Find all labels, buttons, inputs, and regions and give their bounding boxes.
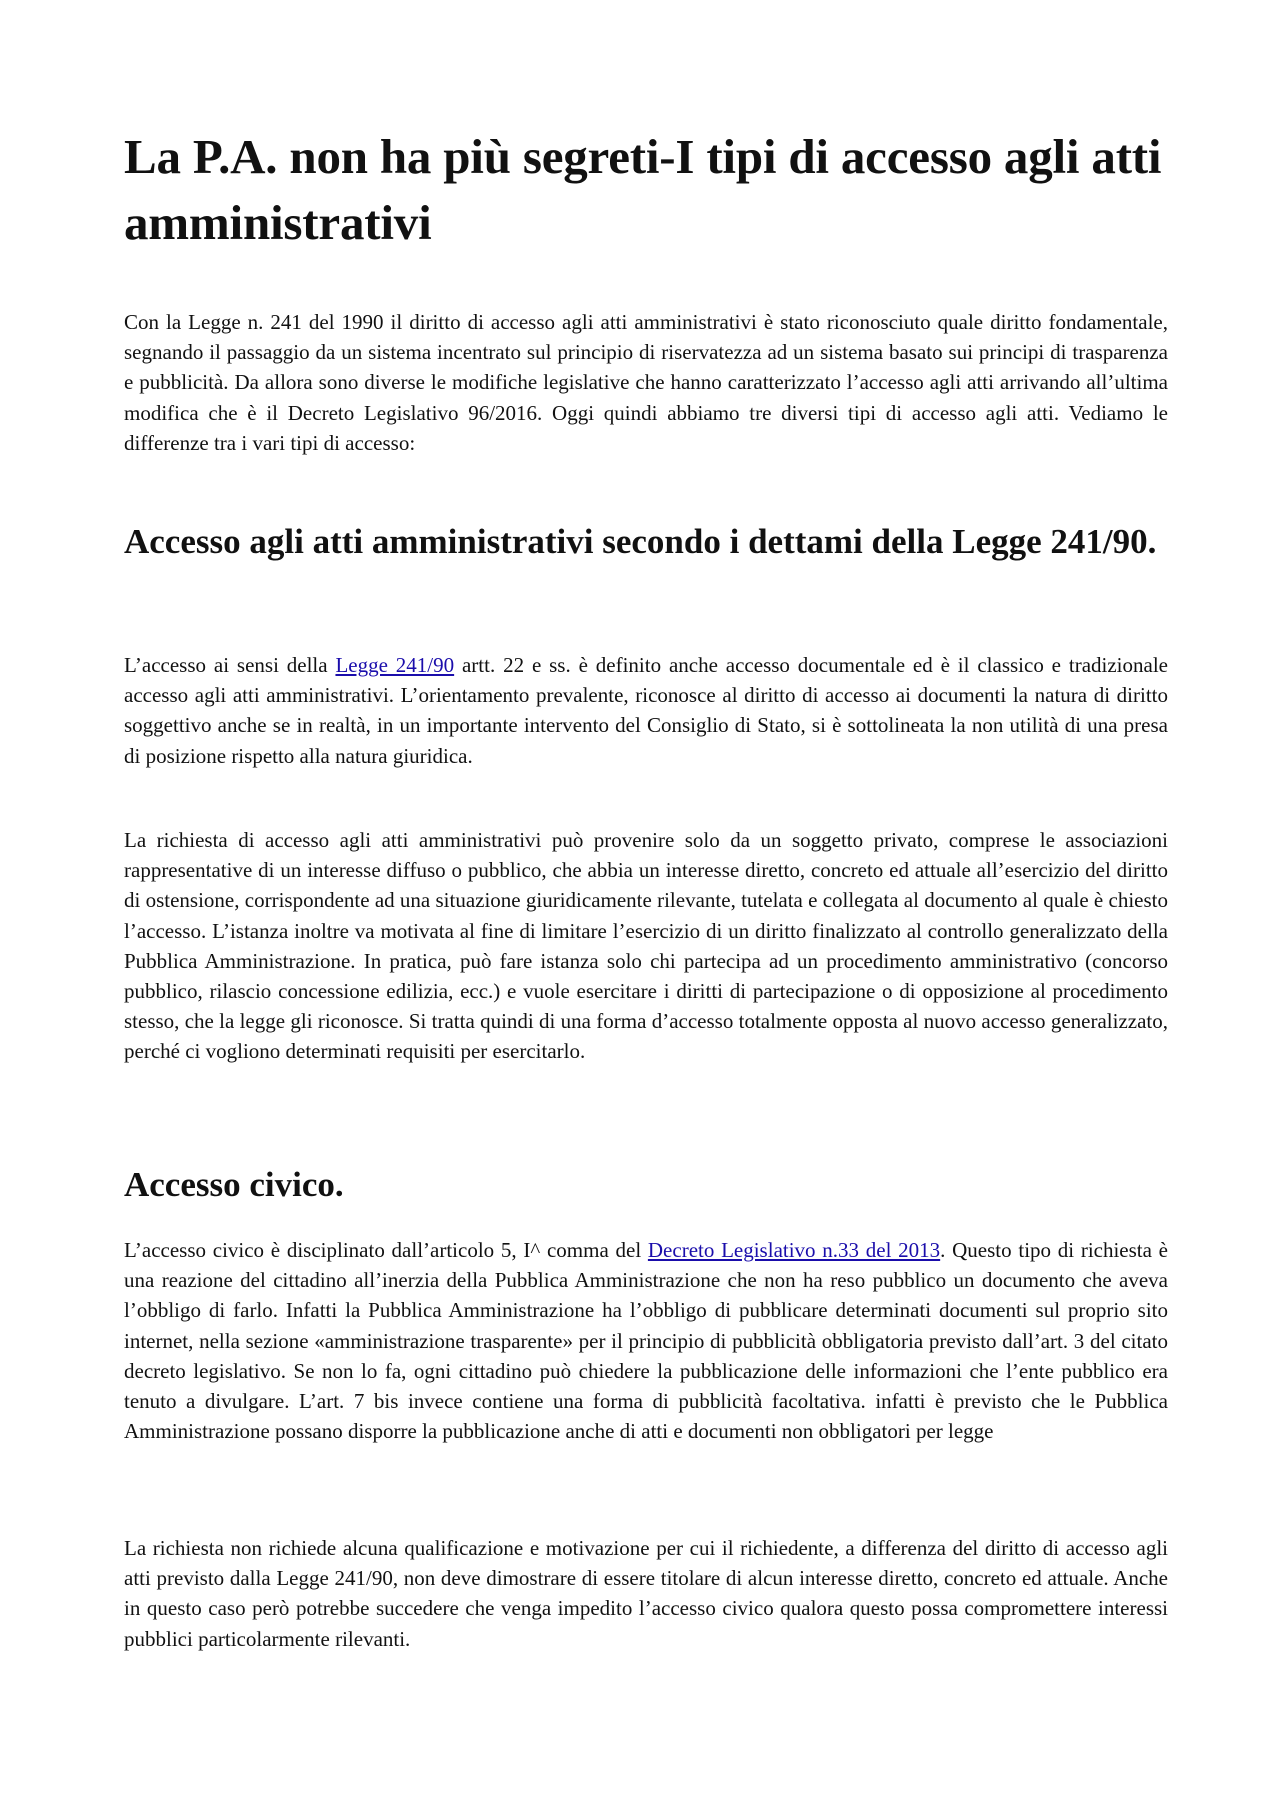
document-title: La P.A. non ha più segreti-I tipi di accesso agli atti amministrativi [124, 129, 1162, 250]
text-fragment: L’accesso civico è disciplinato dall’articolo 5, I^ comma del [124, 1238, 648, 1262]
section-1-heading: Accesso agli atti amministrativi secondo i dettami della Legge 241/90. [124, 522, 1157, 561]
text-fragment: L’accesso ai sensi della [124, 653, 336, 677]
text-fragment: artt. 22 e ss. è definito anche accesso documentale ed è il classico e tradizionale accesso agli atti amministrativi. L’orientamento prevalente, riconosce al diritto di accesso ai documenti la natura di diritto soggettivo anche se in realtà, in un importante intervento del Consiglio di Stato, si è sottolineata la non utilità di una presa di posizione rispetto alla natura giuridica. [124, 653, 1168, 768]
intro-paragraph: Con la Legge n. 241 del 1990 il diritto di accesso agli atti amministrativi è stato riconosciuto quale diritto fondamentale, segnando il passaggio da un sistema incentrato sul principio di riservatezza ad un sistema basato sui principi di trasparenza e pubblicità. Da allora sono diverse le modifiche legislative che hanno caratterizzato l’accesso agli atti arrivando all’ultima modifica che è il Decreto Legislativo 96/2016. Oggi quindi abbiamo tre diversi tipi di accesso agli atti. Vediamo le differenze tra i vari tipi di accesso: [124, 310, 1168, 455]
section-1-paragraph-1 [124, 650, 1168, 771]
text-fragment: . Questo tipo di richiesta è una reazione del cittadino all’inerzia della Pubblica Amministrazione che non ha reso pubblico un documento che aveva l’obbligo di farlo. Infatti la Pubblica Amministrazione ha l’obbligo di pubblicare determinati documenti sul proprio sito internet, nella sezione «amministrazione trasparente» per il principio di pubblicità obbligatoria previsto dall’art. 3 del citato decreto legislativo. Se non lo fa, ogni cittadino può chiedere la pubblicazione delle informazioni che l’ente pubblico era tenuto a divulgare. L’art. 7 bis invece contiene una forma di pubblicità facoltativa. infatti è previsto che le Pubblica Amministrazione possano disporre la pubblicazione anche di atti e documenti non obbligatori per legge [124, 1238, 1169, 1444]
section-2-paragraph-1 [124, 1235, 1168, 1446]
legge-241-90-link[interactable]: Legge 241/90 [335, 653, 455, 677]
section-2-heading: Accesso civico. [124, 1165, 344, 1204]
section-1-paragraph-2: La richiesta di accesso agli atti amministrativi può provenire solo da un soggetto privato, comprese le associazioni rappresentative di un interesse diffuso o pubblico, che abbia un interesse diretto, concreto ed attuale all’esercizio del diritto di ostensione, corrispondente ad una situazione giuridicamente rilevante, tutelata e collegata al documento al quale è chiesto l’accesso. L’istanza inoltre va motivata al fine di limitare l’esercizio di un diritto finalizzato al controllo generalizzato della Pubblica Amministrazione. In pratica, può fare istanza solo chi partecipa ad un procedimento amministrativo (concorso pubblico, rilascio concessione edilizia, ecc.) e vuole esercitare i diritti di partecipazione o di opposizione al procedimento stesso, che la legge gli riconosce. Si tratta quindi di una forma d’accesso totalmente opposta al nuovo accesso generalizzato, perché ci vogliono determinati requisiti per esercitarlo. [124, 828, 1168, 1064]
section-2-paragraph-2: La richiesta non richiede alcuna qualificazione e motivazione per cui il richiedente, a differenza del diritto di accesso agli atti previsto dalla Legge 241/90, non deve dimostrare di essere titolare di alcun interesse diretto, concreto ed attuale. Anche in questo caso però potrebbe succedere che venga impedito l’accesso civico qualora questo possa compromettere interessi pubblici particolarmente rilevanti. [124, 1536, 1168, 1651]
decreto-legislativo-33-2013-link[interactable]: Decreto Legislativo n.33 del 2013 [647, 1238, 941, 1262]
